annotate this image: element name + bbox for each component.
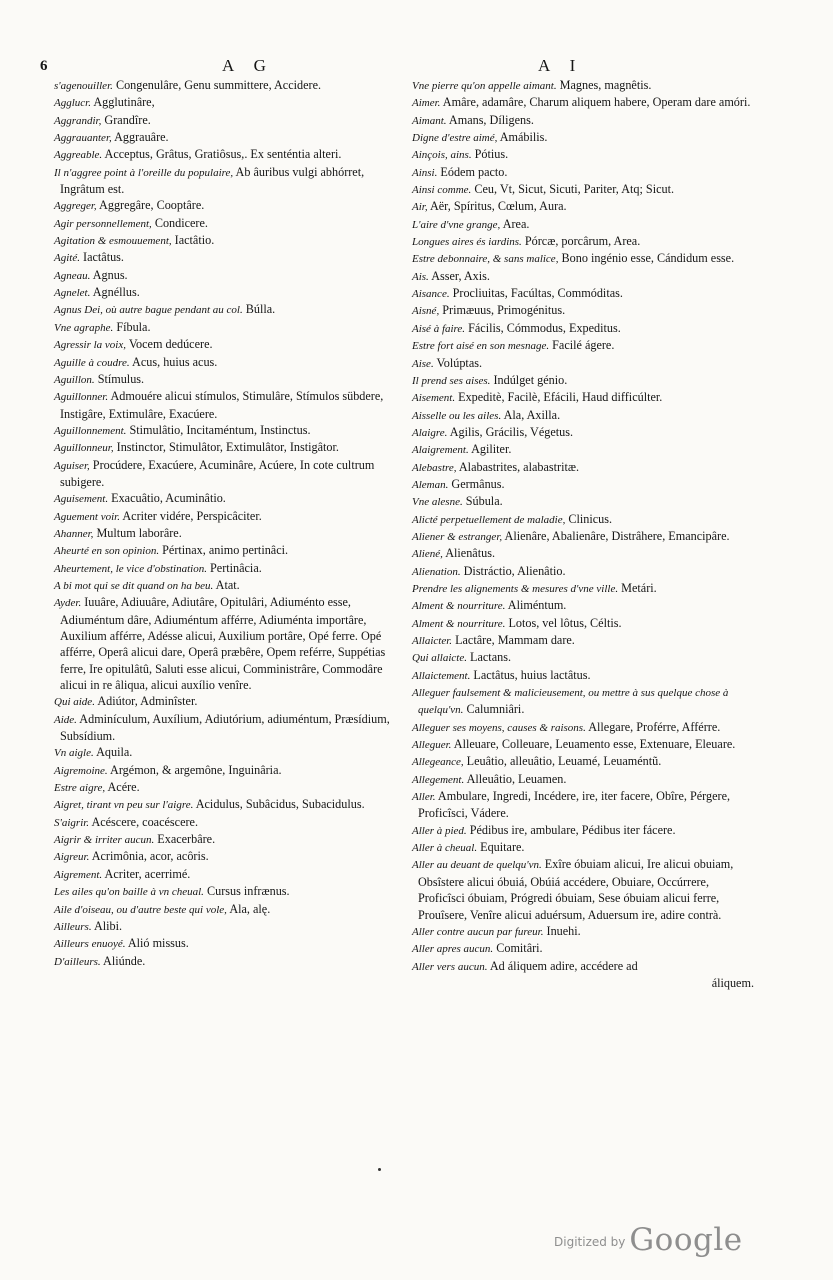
entry-headword: Aisselle ou les ailes. (412, 409, 502, 422)
dictionary-entry (412, 684, 758, 719)
dictionary-entry (54, 371, 400, 388)
entry-translation: Alibi. (93, 918, 123, 933)
entry-translation: Aliúnde. (103, 953, 146, 968)
dictionary-entry (412, 164, 758, 181)
dictionary-entry (412, 563, 758, 580)
entry-headword: Allegeance, (412, 756, 464, 769)
entry-headword: A bi mot qui se dit quand on ha beu. (54, 579, 214, 592)
entry-headword: Aller à pied. (412, 824, 467, 837)
dictionary-entry (412, 615, 758, 632)
entry-headword: L'aire d'vne grange, (412, 218, 501, 231)
entry-translation: Stimulâtio, Incitaméntum, Instinctus. (129, 422, 311, 437)
entry-translation: Germânus. (451, 476, 505, 491)
entry-translation: Amâre, adamâre, Charum aliquem habere, Operam dare amóri. (442, 95, 751, 110)
dictionary-entry (54, 146, 400, 163)
entry-translation: Aër, Spíritus, Cœlum, Aura. (429, 199, 567, 214)
dictionary-entry (412, 94, 758, 111)
entry-translation: Comitâri. (496, 941, 543, 956)
entry-translation: Amábilis. (499, 130, 548, 145)
entry-translation: Aggrauâre. (114, 130, 169, 145)
entry-headword: Allegement. (412, 773, 465, 786)
dictionary-entry (54, 422, 400, 439)
dictionary-entry (412, 719, 758, 736)
entry-headword: Alaigre. (412, 426, 448, 439)
dictionary-entry (412, 112, 758, 129)
dictionary-entry (54, 953, 400, 970)
dictionary-entry (54, 129, 400, 146)
dictionary-entry (54, 779, 400, 796)
entry-translation: Ceu, Vt, Sicut, Sicuti, Pariter, Atq; Sicut. (474, 182, 675, 197)
entry-headword: Alment & nourriture. (412, 617, 506, 630)
entry-headword: Ainsi. (412, 166, 438, 179)
dictionary-entry (412, 302, 758, 319)
dictionary-entry (54, 762, 400, 779)
entry-headword: Vne alesne. (412, 496, 463, 509)
entry-translation: Distráctio, Alienâtio. (463, 563, 566, 578)
entry-translation: Adiútor, Adminîster. (97, 694, 198, 709)
dictionary-entry (412, 753, 758, 770)
entry-translation: Agnus. (92, 267, 128, 282)
entry-translation: Búlla. (245, 302, 276, 317)
entry-headword: Aguille à coudre. (54, 356, 130, 369)
entry-headword: Estre fort aisé en son mesnage. (412, 340, 550, 353)
entry-headword: Agité. (54, 252, 80, 265)
dictionary-entry (54, 215, 400, 232)
entry-headword: Ailleurs. (54, 920, 92, 933)
dictionary-entry (412, 667, 758, 684)
entry-translation: Vocem dedúcere. (128, 337, 213, 352)
entry-headword: Qui allaicte. (412, 652, 467, 665)
entry-translation: Volúptas. (436, 355, 483, 370)
dictionary-entry (54, 577, 400, 594)
entry-translation: Agglutinâre, (93, 95, 155, 110)
entry-headword: Aisance. (412, 288, 450, 301)
entry-translation: Facilé ágere. (552, 338, 615, 353)
entry-headword: Aheurtement, le vice d'obstination. (54, 562, 207, 575)
dictionary-entry (54, 594, 400, 693)
entry-headword: s'agenouiller. (54, 80, 113, 92)
dictionary-entry (54, 711, 400, 745)
entry-headword: Aller contre aucun par fureur. (412, 925, 544, 938)
entry-translation: Cursus infrænus. (206, 884, 290, 899)
entry-continuation: áliquem. (711, 975, 754, 990)
dictionary-entry (54, 457, 400, 491)
entry-headword: Aller. (412, 791, 436, 804)
entry-headword: Alleguer ses moyens, causes & raisons. (412, 721, 586, 734)
dictionary-entry (54, 866, 400, 883)
dictionary-entry (54, 164, 400, 198)
dictionary-entry (412, 545, 758, 562)
entry-translation: Pótius. (474, 147, 509, 162)
dictionary-entry (54, 560, 400, 577)
entry-headword: Les ailes qu'on baille à vn cheual. (54, 886, 204, 899)
dictionary-entry (412, 856, 758, 922)
dictionary-entry (54, 94, 400, 111)
entry-headword: Ahanner, (54, 527, 94, 540)
dictionary-entry (54, 796, 400, 813)
entry-translation: Iactâtio. (174, 233, 215, 248)
entry-headword: Agir personnellement, (54, 217, 152, 230)
entry-translation: Alienâre, Abalienâre, Distrâhere, Emancipâre. (504, 528, 730, 543)
dictionary-entry (412, 389, 758, 406)
entry-translation: Calumniâri. (466, 702, 525, 717)
dictionary-entry (412, 320, 758, 337)
entry-translation: Alió missus. (127, 936, 189, 951)
entry-translation: Acéscere, coacéscere. (91, 814, 198, 829)
dictionary-entry (412, 940, 758, 957)
dictionary-entry (54, 301, 400, 318)
dictionary-entry (412, 181, 758, 198)
dictionary-entry (412, 459, 758, 476)
dictionary-entry (54, 918, 400, 935)
entry-translation: Acrimônia, acor, acôris. (91, 849, 209, 864)
dictionary-entry (412, 771, 758, 788)
entry-translation: Alienâtus. (445, 546, 495, 561)
entry-headword: Aguillonneur, (54, 442, 114, 455)
entry-translation: Lotos, vel lôtus, Céltis. (508, 615, 622, 630)
entry-translation: Alleuare, Colleuare, Leuamento esse, Extenuare, Eleuare. (453, 737, 736, 752)
entry-headword: Aller apres aucun. (412, 943, 494, 956)
entry-translation: Clinicus. (568, 511, 613, 526)
dictionary-entry (412, 233, 758, 250)
dictionary-entry (54, 112, 400, 129)
entry-translation: Asser, Axis. (431, 268, 490, 283)
entry-headword: Allaicter. (412, 635, 453, 647)
entry-translation: Lactâre, Mammam dare. (455, 633, 575, 647)
dictionary-entry (412, 337, 758, 354)
entry-translation: Aquila. (96, 745, 133, 760)
dictionary-entry (54, 814, 400, 831)
dictionary-entry (412, 476, 758, 493)
dictionary-entry (54, 336, 400, 353)
entry-headword: Aimant. (412, 114, 447, 127)
entry-headword: Aller au deuant de quelqu'vn. (412, 859, 542, 872)
dictionary-entry (54, 693, 400, 710)
entry-translation: Fíbula. (116, 319, 151, 334)
dictionary-entry (54, 267, 400, 284)
dictionary-entry (54, 284, 400, 301)
entry-translation: Acriter, acerrimé. (104, 866, 191, 881)
entry-translation: Ad áliquem adire, accédere ad (489, 958, 638, 973)
entry-translation: Iactâtus. (83, 250, 124, 265)
page-marker: 6 (40, 58, 48, 74)
entry-translation: Ambulare, Ingredi, Incédere, ire, iter facere, Obîre, Pérgere, Proficîsci, Vádere. (418, 789, 731, 821)
entry-translation: Area. (502, 216, 530, 231)
dictionary-entry (412, 372, 758, 389)
entry-translation: Lactâtus, huius lactâtus. (473, 667, 591, 682)
entry-headword: Alaigrement. (412, 444, 469, 457)
entry-headword: Alment & nourriture. (412, 600, 506, 613)
dictionary-entry (412, 649, 758, 666)
dictionary-entry (412, 839, 758, 856)
dictionary-entry (54, 197, 400, 214)
entry-headword: Agitation & esmouuement, (54, 235, 172, 248)
entry-headword: Aliener & estranger, (412, 530, 503, 543)
entry-translation: Grandîre. (104, 112, 151, 127)
dictionary-entry (54, 319, 400, 336)
dictionary-entry (412, 424, 758, 441)
dictionary-entry (54, 901, 400, 918)
dictionary-entry (54, 831, 400, 848)
dictionary-entry (54, 935, 400, 952)
entry-translation: Lactans. (470, 650, 511, 665)
entry-headword: Aise. (412, 357, 434, 370)
entry-headword: Ayder. (54, 597, 82, 610)
entry-headword: Vn aigle. (54, 747, 94, 760)
entry-headword: Aile d'oiseau, ou d'autre beste qui vole, (54, 903, 227, 916)
entry-headword: S'aigrir. (54, 816, 90, 829)
entry-headword: Alebastre, (412, 461, 457, 474)
entry-translation: Procliuitas, Facúltas, Commóditas. (452, 286, 623, 301)
running-header-right: A I (538, 56, 584, 75)
entry-headword: Aigrement. (54, 868, 103, 881)
entry-translation: Leuâtio, alleuâtio, Leuamé, Leuaméntũ. (466, 754, 662, 769)
entry-translation: Adminículum, Auxílium, Adiutórium, adiuméntum, Præsídium, Subsídium. (60, 711, 390, 744)
google-watermark (554, 1222, 743, 1258)
entry-headword: Digne d'estre aimé, (412, 132, 498, 145)
entry-translation: Expeditè, Facilè, Efácili, Haud difficúlter. (458, 390, 663, 405)
entry-headword: Aguillonnement. (54, 424, 127, 437)
entry-translation: Metári. (621, 580, 657, 595)
entry-translation: Magnes, magnêtis. (559, 78, 652, 92)
entry-headword: Aleman. (412, 478, 449, 491)
left-column (54, 77, 400, 970)
entry-translation: Bono ingénio esse, Cándidum esse. (561, 251, 735, 266)
entry-translation: Procúdere, Exacúere, Acuminâre, Acúere, In cote cultrum subigere. (60, 457, 375, 489)
entry-headword: Aguisement. (54, 493, 109, 506)
dictionary-entry (54, 542, 400, 559)
dictionary-entry (412, 580, 758, 597)
entry-headword: Ainsi comme. (412, 184, 472, 197)
dictionary-entry (412, 441, 758, 458)
entry-headword: Aggrauanter, (54, 132, 112, 145)
entry-translation: Primæuus, Primogénitus. (442, 303, 566, 318)
entry-headword: Vne pierre qu'on appelle aimant. (412, 80, 557, 92)
entry-headword: Aide. (54, 713, 77, 726)
entry-headword: Aisé à faire. (412, 322, 466, 335)
entry-translation: Multum laborâre. (96, 525, 182, 540)
entry-translation: Agilis, Grácilis, Végetus. (449, 424, 574, 439)
entry-headword: Aimer. (412, 97, 441, 110)
entry-translation: Instinctor, Stimulâtor, Extimulâtor, Instigâtor. (116, 440, 339, 455)
entry-translation: Equitare. (480, 840, 525, 855)
entry-headword: Aguillon. (54, 373, 95, 386)
entry-translation: Amans, Díligens. (448, 112, 534, 127)
dictionary-entry (412, 268, 758, 285)
entry-translation: Inuehi. (546, 923, 581, 938)
entry-translation: Acus, huius acus. (132, 354, 218, 369)
dictionary-entry (54, 354, 400, 371)
dictionary-entry (412, 146, 758, 163)
dictionary-entry (54, 508, 400, 525)
entry-headword: Alienation. (412, 565, 461, 578)
entry-translation: Exîre óbuiam alicui, Ire alicui obuiam, Obsîstere alicui óbuiá, Obúiá accédere, Obuiare, Occúrrere, Proficîsci óbuiam, Prógredi óbuiam, Sese óbuiam alicui ferre, Prouîsere, Venîre alicui aduérsum, Aduersum ire, adire contrà. (418, 857, 734, 922)
dictionary-entry (54, 249, 400, 266)
ink-speck (378, 1168, 381, 1171)
dictionary-entry (412, 129, 758, 146)
entry-headword: Vne agraphe. (54, 321, 114, 334)
entry-headword: Il n'aggree point à l'oreille du populaire, (54, 166, 234, 179)
entry-headword: Ainçois, ains. (412, 149, 472, 162)
entry-headword: Alleguer. (412, 739, 452, 752)
entry-headword: Aigremoine. (54, 764, 108, 777)
dictionary-entry (412, 528, 758, 545)
entry-headword: Allaictement. (412, 669, 471, 682)
entry-headword: Aisné, (412, 305, 440, 318)
entry-headword: Aller vers aucun. (412, 960, 488, 973)
dictionary-entry (412, 632, 758, 649)
entry-translation: Condicere. (154, 215, 208, 230)
entry-translation: Atat. (215, 577, 240, 592)
entry-headword: Aliené, (412, 548, 443, 561)
entry-headword: Alicté perpetuellement de maladie, (412, 513, 566, 526)
dictionary-entry (412, 958, 758, 975)
entry-headword: Aigreur. (54, 851, 90, 864)
entry-headword: Ais. (412, 270, 429, 283)
dictionary-entry (412, 923, 758, 940)
dictionary-entry (412, 822, 758, 839)
dictionary-entry (54, 883, 400, 900)
entry-headword: Aigret, tirant vn peu sur l'aigre. (54, 799, 194, 812)
dictionary-entry (412, 285, 758, 302)
dictionary-entry (412, 198, 758, 215)
running-header-left: A G (222, 56, 274, 75)
entry-headword: Agglucr. (54, 97, 91, 110)
entry-headword: Agressir la voix, (54, 339, 126, 352)
entry-headword: Il prend ses aises. (412, 374, 491, 387)
entry-translation: Exacuâtio, Acuminâtio. (111, 491, 226, 506)
dictionary-entry (54, 525, 400, 542)
entry-translation: Eódem pacto. (440, 164, 508, 179)
entry-headword: Aller à cheual. (412, 842, 478, 855)
entry-translation: Agiliter. (471, 442, 512, 457)
entry-translation: Admouére alicui stímulos, Stimulâre, Stímulos sübdere, Instigâre, Extimulâre, Exacúere. (60, 389, 384, 421)
dictionary-entry (412, 77, 758, 94)
entry-headword: Aigrir & irriter aucun. (54, 834, 155, 847)
entry-translation: Acére. (107, 780, 140, 795)
watermark-digitized-by: Digitized by (554, 1235, 626, 1249)
entry-headword: Air, (412, 201, 428, 214)
watermark-google-logo: Google (629, 1222, 743, 1258)
entry-translation: Indúlget génio. (493, 372, 568, 387)
dictionary-entry (412, 355, 758, 372)
dictionary-entry (412, 597, 758, 614)
entry-translation: Acidulus, Subâcidus, Subacidulus. (195, 797, 365, 812)
entry-headword: Aggreger, (54, 200, 97, 213)
entry-translation: Agnéllus. (92, 285, 140, 300)
entry-headword: Agnus Dei, où autre bague pendant au col. (54, 304, 243, 317)
entry-headword: Qui aide. (54, 696, 95, 709)
entry-translation: Stímulus. (97, 371, 145, 386)
entry-translation: Aliméntum. (507, 598, 567, 613)
entry-translation: Congenulâre, Genu summittere, Accidere. (115, 78, 322, 92)
dictionary-entry (54, 439, 400, 456)
entry-headword: Ailleurs enuoyé. (54, 938, 126, 951)
dictionary-entry (412, 736, 758, 753)
entry-headword: Aggreable. (54, 149, 103, 162)
dictionary-entry (412, 407, 758, 424)
entry-translation: Pédibus ire, ambulare, Pédibus iter fácere. (469, 822, 676, 837)
entry-translation: Ab âuribus vulgi abhórret, Ingrâtum est. (60, 164, 365, 197)
entry-headword: Aggrandir, (54, 114, 102, 127)
entry-translation: Iuuâre, Adiuuâre, Adiutâre, Opitulâri, Adiuménto esse, Adiuméntum dâre, Adiuméntum afférre, Adiuménta importâre, Auxilium afférre, Adésse alicui, Auxilium portâre, Opé ferre. Opé afférre, Operâ alicui dare, Operâ præbêre, Opem reférre, Suppétias ferre, Ire opitulâtû, Saluti esse alicui, Comministrâre, Commodâre alicui in re âliqua, alicui auxílio venîre. (60, 595, 386, 693)
dictionary-entry (412, 493, 758, 510)
entry-headword: Estre debonnaire, & sans malice, (412, 253, 559, 266)
entry-translation: Pertinâcia. (210, 560, 262, 575)
entry-headword: D'ailleurs. (54, 955, 101, 968)
entry-headword: Agneau. (54, 269, 91, 282)
entry-headword: Estre aigre, (54, 782, 106, 795)
dictionary-entry (412, 216, 758, 233)
entry-headword: Alleguer faulsement & malicieusement, ou mettre à sus quelque chose à quelqu'vn. (412, 687, 729, 717)
right-column (412, 77, 758, 991)
entry-translation: Exacerbâre. (157, 832, 216, 847)
entry-translation: Acceptus, Grâtus, Gratiôsus,. Ex senténtia alteri. (104, 147, 342, 162)
dictionary-entry (54, 77, 400, 94)
entry-headword: Prendre les alignements & mesures d'vne ville. (412, 582, 619, 595)
entry-translation: Ala, Axilla. (503, 407, 561, 422)
dictionary-entry (54, 388, 400, 422)
entry-translation: Acriter vidére, Perspicâciter. (122, 508, 262, 523)
dictionary-entry (412, 788, 758, 822)
entry-headword: Aguement voir. (54, 510, 120, 523)
dictionary-entry (54, 848, 400, 865)
entry-translation: Fácilis, Cómmodus, Expeditus. (468, 320, 621, 335)
entry-headword: Agnelet. (54, 287, 91, 300)
entry-headword: Aguiser, (54, 459, 90, 472)
entry-headword: Aheurté en son opinion. (54, 545, 160, 558)
dictionary-entry (412, 511, 758, 528)
entry-headword: Aguillonner. (54, 391, 109, 404)
entry-translation: Argémon, & argemône, Inguinâria. (110, 762, 282, 777)
dictionary-entry (54, 232, 400, 249)
entry-translation: Alleuâtio, Leuamen. (466, 771, 567, 786)
entry-headword: Longues aires és iardins. (412, 236, 522, 249)
entry-translation: Súbula. (465, 494, 503, 509)
dictionary-entry (54, 490, 400, 507)
dictionary-entry (54, 744, 400, 761)
entry-translation: Allegare, Proférre, Afférre. (588, 719, 721, 734)
entry-translation: Alabastrites, alabastritæ. (458, 459, 580, 474)
entry-translation: Pértinax, animo pertinâci. (162, 543, 289, 558)
dictionary-entry (412, 250, 758, 267)
entry-translation: Ala, alę. (229, 901, 271, 916)
entry-translation: Aggregâre, Cooptâre. (99, 198, 205, 213)
entry-translation: Pórcæ, porcârum, Area. (524, 234, 641, 249)
entry-headword: Aisement. (412, 392, 456, 405)
